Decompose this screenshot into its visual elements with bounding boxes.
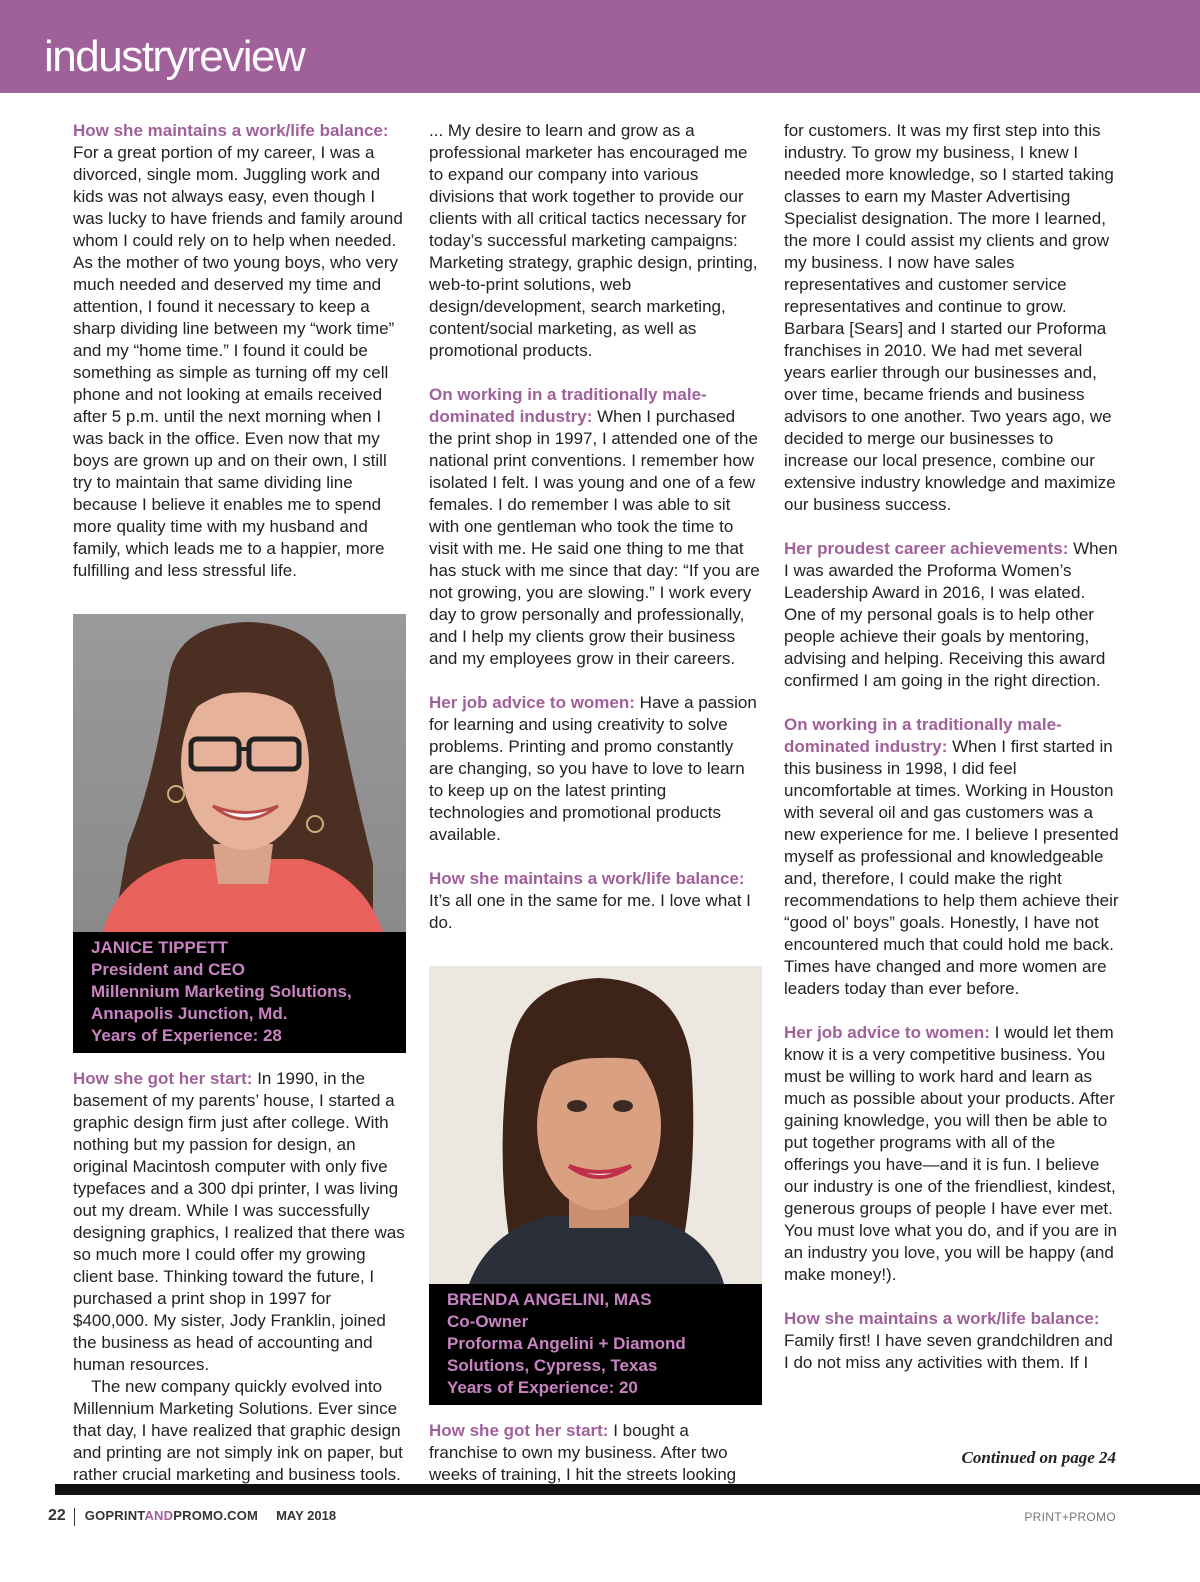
subhead: Her proudest career achievements: (784, 539, 1069, 558)
footer-rule (55, 1484, 1200, 1495)
subhead: Her job advice to women: (429, 693, 635, 712)
section-logo: industryreview (44, 32, 305, 81)
paragraph: How she maintains a work/life balance: Family first! I have seven grandchildren and I do not miss any activities with them. If I (784, 1309, 1113, 1372)
paragraph: for customers. It was my first step into this industry. To grow my business, I knew I needed more knowledge, so I started taking classes to earn my Master Advertising Specialist designation. The more I learned, the more I could assist my clients and grow my business. I now have sales representatives and customer service representatives and continue to grow. Barbara [Sears] and I started our Proforma franchises in 2010. We had met several years earlier through our businesses and, over time, became friends and business advisors to one another. Two years ago, we decided to merge our businesses to increase our local presence, combine our extensive industry knowledge and maximize our business success. (784, 121, 1116, 514)
paragraph: Her job advice to women: I would let them know it is a very competitive business. You must be willing to work hard and learn as much as possible about your products. After gaining knowledge, you will then be able to put together programs with all of the offerings you have—and it is fun. I believe our industry is one of the friendliest, kindest, generous groups of people I have ever met. You must love what you do, and if you are in an industry you love, you will be happy (and make money!). (784, 1023, 1117, 1284)
photo-brenda-angelini (429, 966, 762, 1405)
paragraph: The new company quickly evolved into Millennium Marketing Solutions. Ever since that day, I have realized that graphic design and printing are not simply ink on paper, but rather crucial marketing and business tools. (73, 1377, 403, 1484)
issue-date: MAY 2018 (276, 1508, 337, 1523)
paragraph: How she maintains a work/life balance: It’s all one in the same for me. I love what I do. (429, 869, 751, 932)
divider (74, 1508, 75, 1526)
subhead: How she maintains a work/life balance: (73, 121, 389, 140)
column-3 (784, 120, 1119, 1374)
subhead: How she got her start: (73, 1069, 253, 1088)
photo-caption: JANICE TIPPETT President and CEO Millennium Marketing Solutions, Annapolis Junction, Md. Years of Experience: 28 (73, 932, 406, 1053)
footer (48, 1507, 336, 1526)
subhead: How she maintains a work/life balance: (429, 869, 745, 888)
continued-note: Continued on page 24 (961, 1448, 1116, 1467)
column-2 (429, 120, 762, 1486)
photo-janice-tippett (73, 614, 406, 1053)
subhead: How she maintains a work/life balance: (784, 1309, 1100, 1328)
publication-name: PRINT+PROMO (1024, 1510, 1116, 1524)
photo-caption: BRENDA ANGELINI, MAS Co-Owner Proforma Angelini + Diamond Solutions, Cypress, Texas Years of Experience: 20 (429, 1284, 762, 1405)
site-name[interactable]: GOPRINTANDPROMO.COM (84, 1508, 259, 1523)
header-banner (0, 0, 1200, 93)
paragraph: ... My desire to learn and grow as a professional marketer has encouraged me to expand our company into various divisions that work together to provide our clients with all critical tactics necessary for today’s successful marketing campaigns: Marketing strategy, graphic design, printing, web-to-print solutions, web design/development, search marketing, content/social marketing, as well as promotional products. (429, 121, 758, 360)
subhead: Her job advice to women: (784, 1023, 990, 1042)
paragraph: On working in a traditionally male-dominated industry: When I purchased the print shop in 1997, I attended one of the national print conventions. I remember how isolated I felt. I was young and one of a few females. I do remember I was able to sit with one gentleman who took the time to visit with me. He said one thing to me that has stuck with me since that day: “If you are not growing, you are slowing.” I work every day to grow personally and professionally, and I help my clients grow their business and my employees grow in their careers. (429, 385, 760, 668)
paragraph: On working in a traditionally male-dominated industry: When I first started in this business in 1998, I did feel uncomfortable at times. Working in Houston with several oil and gas customers was a new experience for me. I believe I presented myself as professional and knowledgeable and, therefore, I could make the right recommendations to help them achieve their “good ol’ boys” goals. Honestly, I have not encountered much that could hold me back. Times have changed and more women are leaders today than ever before. (784, 715, 1119, 998)
portrait-image (429, 966, 762, 1284)
page-number: 22 (48, 1507, 66, 1524)
subhead: On working in a traditionally male-dominated industry: (429, 385, 707, 426)
subhead: How she got her start: (429, 1421, 609, 1440)
paragraph: Her proudest career achievements: When I was awarded the Proforma Women’s Leadership Award in 2016, I was elated. One of my personal goals is to help other people achieve their goals by mentoring, advising and helping. Receiving this award confirmed I am going in the right direction. (784, 539, 1118, 690)
portrait-image (73, 614, 406, 932)
column-1 (73, 120, 406, 1486)
paragraph: How she got her start: In 1990, in the basement of my parents’ house, I started a graphic design firm just after college. With nothing but my passion for design, an original Macintosh computer with only five typefaces and a 300 dpi printer, I was living out my dream. While I was successfully designing graphics, I realized that there was so much more I could offer my growing client base. Thinking toward the future, I purchased a print shop in 1997 for $400,000. My sister, Jody Franklin, joined the business as head of accounting and human resources. (73, 1069, 405, 1374)
paragraph: How she maintains a work/life balance: For a great portion of my career, I was a divorced, single mom. Juggling work and kids was not always easy, even though I was lucky to have friends and family around whom I could rely on to help when needed. As the mother of two young boys, who very much needed and deserved my time and attention, I found it necessary to keep a sharp dividing line between my “work time” and my “home time.” I found it could be something as simple as turning off my cell phone and not looking at emails received after 5 p.m. until the next morning when I was back in the office. Even now that my boys are grown up and on their own, I still try to maintain that same dividing line because I believe it enables me to spend more quality time with my husband and family, which leads me to a happier, more fulfilling and less stressful life. (73, 121, 403, 580)
paragraph: How she got her start: I bought a franchise to own my business. After two weeks of training, I hit the streets looking (429, 1421, 737, 1484)
subhead: On working in a traditionally male-dominated industry: (784, 715, 1062, 756)
paragraph: Her job advice to women: Have a passion for learning and using creativity to solve problems. Printing and promo constantly are changing, so you have to love to learn to keep up on the latest printing technologies and promotional products available. (429, 693, 757, 844)
